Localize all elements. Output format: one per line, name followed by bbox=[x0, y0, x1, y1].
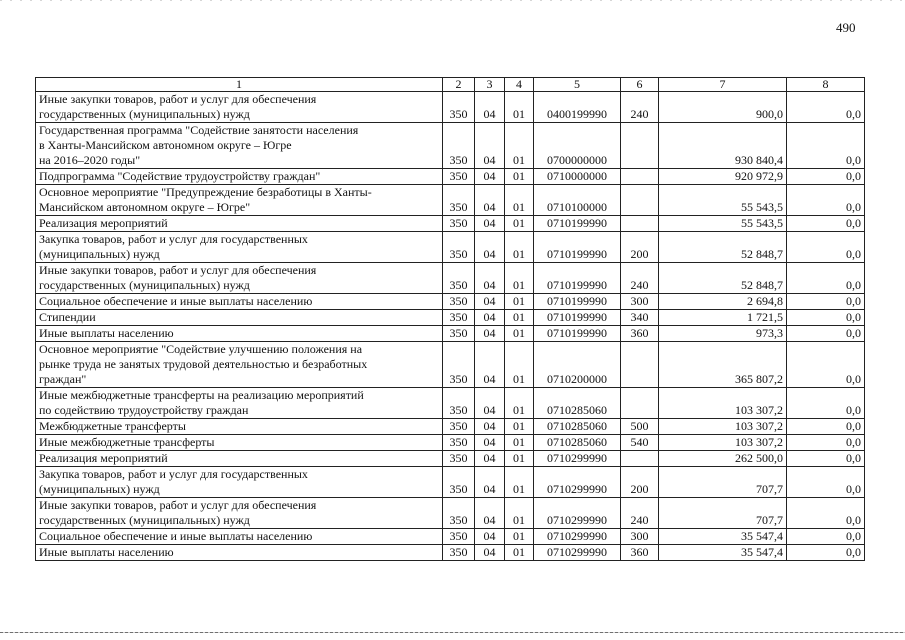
cell-ministry-code: 350 bbox=[443, 216, 475, 232]
cell-amount: 55 543,5 bbox=[659, 216, 787, 232]
cell-subsection: 01 bbox=[505, 342, 534, 388]
cell-amount-secondary: 0,0 bbox=[787, 451, 865, 467]
cell-section: 04 bbox=[475, 123, 505, 169]
cell-name: Стипендии bbox=[36, 310, 443, 326]
cell-section: 04 bbox=[475, 467, 505, 498]
table-row bbox=[36, 232, 865, 263]
cell-amount-secondary: 0,0 bbox=[787, 388, 865, 419]
cell-ministry-code: 350 bbox=[443, 294, 475, 310]
table-row bbox=[36, 123, 865, 169]
cell-ministry-code: 350 bbox=[443, 342, 475, 388]
cell-target-article: 0710285060 bbox=[534, 388, 621, 419]
scan-top-edge bbox=[0, 0, 905, 1]
table-row bbox=[36, 185, 865, 216]
cell-section: 04 bbox=[475, 92, 505, 123]
cell-target-article: 0710285060 bbox=[534, 419, 621, 435]
cell-section: 04 bbox=[475, 310, 505, 326]
cell-expense-type: 300 bbox=[621, 294, 659, 310]
cell-expense-type bbox=[621, 185, 659, 216]
cell-subsection: 01 bbox=[505, 310, 534, 326]
cell-amount: 707,7 bbox=[659, 498, 787, 529]
cell-subsection: 01 bbox=[505, 123, 534, 169]
cell-amount-secondary: 0,0 bbox=[787, 435, 865, 451]
cell-amount-secondary: 0,0 bbox=[787, 185, 865, 216]
cell-name: Иные закупки товаров, работ и услуг для обеспечения государственных (муниципальных) нужд bbox=[36, 498, 443, 529]
cell-expense-type: 360 bbox=[621, 545, 659, 561]
cell-subsection: 01 bbox=[505, 216, 534, 232]
cell-ministry-code: 350 bbox=[443, 545, 475, 561]
cell-amount: 35 547,4 bbox=[659, 529, 787, 545]
column-header: 2 bbox=[443, 78, 475, 92]
cell-amount: 52 848,7 bbox=[659, 232, 787, 263]
cell-section: 04 bbox=[475, 326, 505, 342]
cell-amount-secondary: 0,0 bbox=[787, 169, 865, 185]
cell-ministry-code: 350 bbox=[443, 310, 475, 326]
cell-target-article: 0710285060 bbox=[534, 435, 621, 451]
cell-amount: 35 547,4 bbox=[659, 545, 787, 561]
cell-amount: 262 500,0 bbox=[659, 451, 787, 467]
cell-ministry-code: 350 bbox=[443, 451, 475, 467]
cell-subsection: 01 bbox=[505, 263, 534, 294]
cell-expense-type bbox=[621, 123, 659, 169]
cell-ministry-code: 350 bbox=[443, 92, 475, 123]
cell-amount-secondary: 0,0 bbox=[787, 419, 865, 435]
cell-section: 04 bbox=[475, 419, 505, 435]
cell-section: 04 bbox=[475, 185, 505, 216]
cell-amount-secondary: 0,0 bbox=[787, 326, 865, 342]
table-row bbox=[36, 529, 865, 545]
column-header: 5 bbox=[534, 78, 621, 92]
cell-amount: 1 721,5 bbox=[659, 310, 787, 326]
cell-section: 04 bbox=[475, 451, 505, 467]
table-row bbox=[36, 92, 865, 123]
cell-target-article: 0710199990 bbox=[534, 326, 621, 342]
cell-ministry-code: 350 bbox=[443, 467, 475, 498]
cell-subsection: 01 bbox=[505, 326, 534, 342]
cell-subsection: 01 bbox=[505, 169, 534, 185]
cell-expense-type: 340 bbox=[621, 310, 659, 326]
cell-expense-type: 240 bbox=[621, 498, 659, 529]
table-row bbox=[36, 169, 865, 185]
cell-expense-type bbox=[621, 388, 659, 419]
cell-target-article: 0710000000 bbox=[534, 169, 621, 185]
cell-amount-secondary: 0,0 bbox=[787, 216, 865, 232]
cell-ministry-code: 350 bbox=[443, 435, 475, 451]
table-row bbox=[36, 545, 865, 561]
cell-target-article: 0710299990 bbox=[534, 498, 621, 529]
cell-subsection: 01 bbox=[505, 435, 534, 451]
cell-subsection: 01 bbox=[505, 388, 534, 419]
table-row bbox=[36, 388, 865, 419]
cell-subsection: 01 bbox=[505, 92, 534, 123]
cell-target-article: 0710299990 bbox=[534, 545, 621, 561]
table-row bbox=[36, 467, 865, 498]
cell-subsection: 01 bbox=[505, 185, 534, 216]
table-row bbox=[36, 216, 865, 232]
cell-name: Закупка товаров, работ и услуг для государственных (муниципальных) нужд bbox=[36, 467, 443, 498]
table-row bbox=[36, 435, 865, 451]
cell-name: Иные выплаты населению bbox=[36, 545, 443, 561]
cell-name: Реализация мероприятий bbox=[36, 216, 443, 232]
cell-subsection: 01 bbox=[505, 419, 534, 435]
cell-target-article: 0710100000 bbox=[534, 185, 621, 216]
cell-section: 04 bbox=[475, 529, 505, 545]
cell-section: 04 bbox=[475, 263, 505, 294]
cell-amount: 365 807,2 bbox=[659, 342, 787, 388]
cell-ministry-code: 350 bbox=[443, 529, 475, 545]
cell-target-article: 0710199990 bbox=[534, 216, 621, 232]
cell-amount-secondary: 0,0 bbox=[787, 467, 865, 498]
table-row bbox=[36, 263, 865, 294]
cell-amount-secondary: 0,0 bbox=[787, 92, 865, 123]
cell-amount-secondary: 0,0 bbox=[787, 498, 865, 529]
cell-section: 04 bbox=[475, 216, 505, 232]
cell-subsection: 01 bbox=[505, 451, 534, 467]
cell-name: Иные межбюджетные трансферты bbox=[36, 435, 443, 451]
cell-expense-type: 500 bbox=[621, 419, 659, 435]
table-row bbox=[36, 419, 865, 435]
cell-amount: 920 972,9 bbox=[659, 169, 787, 185]
table-row bbox=[36, 310, 865, 326]
cell-section: 04 bbox=[475, 294, 505, 310]
cell-amount: 52 848,7 bbox=[659, 263, 787, 294]
cell-ministry-code: 350 bbox=[443, 169, 475, 185]
cell-name: Государственная программа "Содействие занятости населения в Ханты-Мансийском автономном округе – Югре на 2016–2020 годы" bbox=[36, 123, 443, 169]
cell-target-article: 0710199990 bbox=[534, 232, 621, 263]
cell-ministry-code: 350 bbox=[443, 263, 475, 294]
cell-name: Реализация мероприятий bbox=[36, 451, 443, 467]
cell-name: Социальное обеспечение и иные выплаты населению bbox=[36, 529, 443, 545]
cell-expense-type: 240 bbox=[621, 92, 659, 123]
table-row bbox=[36, 451, 865, 467]
cell-amount: 103 307,2 bbox=[659, 388, 787, 419]
cell-name: Подпрограмма "Содействие трудоустройству граждан" bbox=[36, 169, 443, 185]
cell-expense-type: 200 bbox=[621, 232, 659, 263]
table-row bbox=[36, 498, 865, 529]
cell-expense-type bbox=[621, 342, 659, 388]
page-number: 490 bbox=[836, 20, 856, 35]
column-header: 3 bbox=[475, 78, 505, 92]
cell-amount-secondary: 0,0 bbox=[787, 123, 865, 169]
cell-subsection: 01 bbox=[505, 545, 534, 561]
cell-target-article: 0710199990 bbox=[534, 263, 621, 294]
cell-target-article: 0710199990 bbox=[534, 310, 621, 326]
cell-name: Основное мероприятие "Содействие улучшению положения на рынке труда не занятых трудовой деятельностью и безработных граждан" bbox=[36, 342, 443, 388]
cell-ministry-code: 350 bbox=[443, 123, 475, 169]
cell-section: 04 bbox=[475, 232, 505, 263]
cell-expense-type bbox=[621, 169, 659, 185]
cell-name: Иные закупки товаров, работ и услуг для обеспечения государственных (муниципальных) нужд bbox=[36, 263, 443, 294]
cell-amount-secondary: 0,0 bbox=[787, 529, 865, 545]
cell-amount: 55 543,5 bbox=[659, 185, 787, 216]
cell-target-article: 0700000000 bbox=[534, 123, 621, 169]
cell-target-article: 0400199990 bbox=[534, 92, 621, 123]
table-row bbox=[36, 342, 865, 388]
cell-name: Иные выплаты населению bbox=[36, 326, 443, 342]
table-body bbox=[36, 92, 865, 561]
table-row bbox=[36, 294, 865, 310]
budget-table bbox=[35, 77, 865, 561]
cell-ministry-code: 350 bbox=[443, 388, 475, 419]
table-row bbox=[36, 326, 865, 342]
cell-amount-secondary: 0,0 bbox=[787, 310, 865, 326]
cell-amount: 2 694,8 bbox=[659, 294, 787, 310]
cell-amount-secondary: 0,0 bbox=[787, 294, 865, 310]
table-header-row bbox=[36, 78, 865, 92]
cell-expense-type: 240 bbox=[621, 263, 659, 294]
cell-ministry-code: 350 bbox=[443, 185, 475, 216]
cell-target-article: 0710200000 bbox=[534, 342, 621, 388]
cell-name: Социальное обеспечение и иные выплаты населению bbox=[36, 294, 443, 310]
cell-name: Межбюджетные трансферты bbox=[36, 419, 443, 435]
cell-amount-secondary: 0,0 bbox=[787, 342, 865, 388]
cell-expense-type: 200 bbox=[621, 467, 659, 498]
cell-ministry-code: 350 bbox=[443, 326, 475, 342]
cell-ministry-code: 350 bbox=[443, 232, 475, 263]
cell-expense-type: 300 bbox=[621, 529, 659, 545]
cell-subsection: 01 bbox=[505, 498, 534, 529]
scan-bottom-edge bbox=[0, 632, 905, 633]
cell-target-article: 0710299990 bbox=[534, 529, 621, 545]
column-header: 4 bbox=[505, 78, 534, 92]
cell-amount-secondary: 0,0 bbox=[787, 232, 865, 263]
cell-section: 04 bbox=[475, 545, 505, 561]
cell-ministry-code: 350 bbox=[443, 498, 475, 529]
column-header: 7 bbox=[659, 78, 787, 92]
cell-name: Иные закупки товаров, работ и услуг для обеспечения государственных (муниципальных) нужд bbox=[36, 92, 443, 123]
column-header: 8 bbox=[787, 78, 865, 92]
cell-target-article: 0710299990 bbox=[534, 467, 621, 498]
cell-section: 04 bbox=[475, 342, 505, 388]
cell-section: 04 bbox=[475, 435, 505, 451]
column-header: 1 bbox=[36, 78, 443, 92]
cell-target-article: 0710299990 bbox=[534, 451, 621, 467]
cell-amount-secondary: 0,0 bbox=[787, 263, 865, 294]
cell-expense-type: 360 bbox=[621, 326, 659, 342]
cell-target-article: 0710199990 bbox=[534, 294, 621, 310]
cell-amount-secondary: 0,0 bbox=[787, 545, 865, 561]
cell-subsection: 01 bbox=[505, 294, 534, 310]
cell-section: 04 bbox=[475, 169, 505, 185]
cell-expense-type bbox=[621, 451, 659, 467]
cell-amount: 900,0 bbox=[659, 92, 787, 123]
cell-subsection: 01 bbox=[505, 529, 534, 545]
cell-name: Основное мероприятие "Предупреждение безработицы в Ханты- Мансийском автономном округе – Югре" bbox=[36, 185, 443, 216]
cell-amount: 930 840,4 bbox=[659, 123, 787, 169]
cell-name: Иные межбюджетные трансферты на реализацию мероприятий по содействию трудоустройству граждан bbox=[36, 388, 443, 419]
cell-expense-type bbox=[621, 216, 659, 232]
cell-section: 04 bbox=[475, 498, 505, 529]
column-header: 6 bbox=[621, 78, 659, 92]
cell-amount: 103 307,2 bbox=[659, 435, 787, 451]
cell-ministry-code: 350 bbox=[443, 419, 475, 435]
cell-section: 04 bbox=[475, 388, 505, 419]
cell-expense-type: 540 bbox=[621, 435, 659, 451]
cell-subsection: 01 bbox=[505, 232, 534, 263]
cell-amount: 103 307,2 bbox=[659, 419, 787, 435]
cell-amount: 707,7 bbox=[659, 467, 787, 498]
cell-subsection: 01 bbox=[505, 467, 534, 498]
cell-name: Закупка товаров, работ и услуг для государственных (муниципальных) нужд bbox=[36, 232, 443, 263]
cell-amount: 973,3 bbox=[659, 326, 787, 342]
